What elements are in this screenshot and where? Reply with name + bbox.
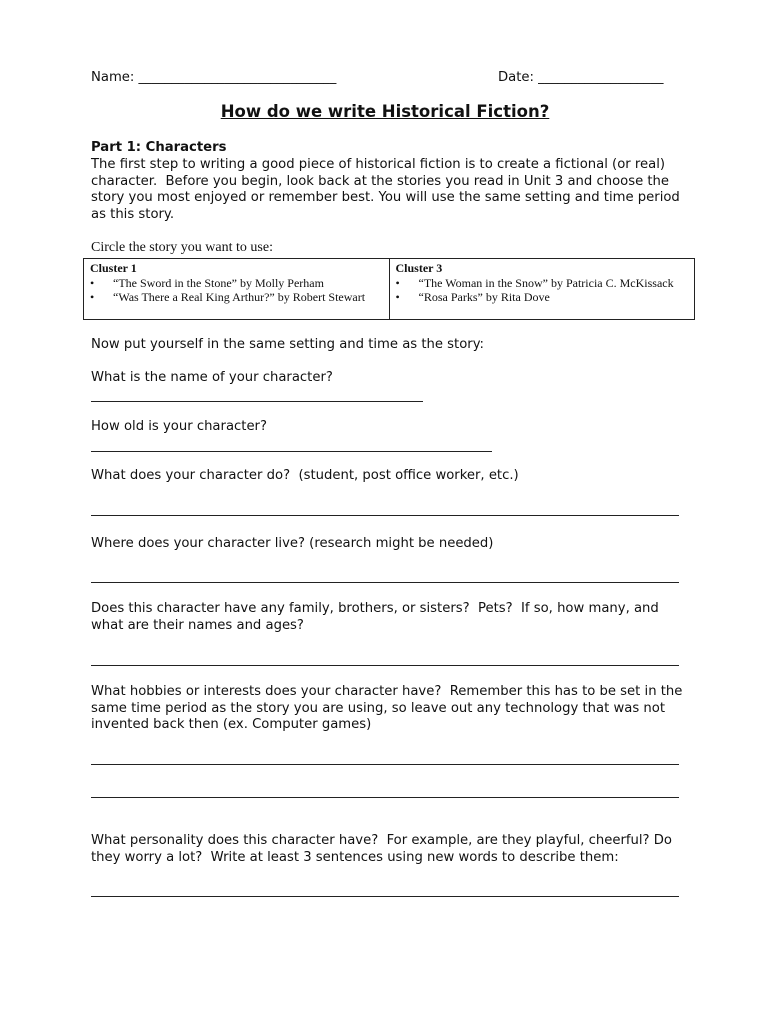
question-live: Where does your character live? (research might be needed) <box>91 536 494 551</box>
question-personality: What personality does this character have? For example, are they playful, cheerful? Do they worry a lot? Write at least 3 sentences using new words to describe them: <box>91 833 677 865</box>
bullet-icon: • <box>90 275 95 290</box>
question-job: What does your character do? (student, post office worker, etc.) <box>91 468 519 483</box>
cluster-1-title: Cluster 1 <box>90 261 137 275</box>
circle-prompt: Circle the story you want to use: <box>91 240 273 255</box>
list-item <box>396 276 689 291</box>
date-field[interactable]: Date: ___________________ <box>498 70 664 85</box>
question-hobbies: What hobbies or interests does your character have? Remember this has to be set in the same time period as the story you are using, so leave out any technology that was not invented back then (ex. Computer games) <box>91 684 687 733</box>
answer-line-name[interactable] <box>91 401 423 402</box>
story-title: “The Sword in the Stone” by Molly Perham <box>113 275 324 290</box>
question-name: What is the name of your character? <box>91 370 333 385</box>
answer-line-family[interactable] <box>91 665 679 666</box>
bullet-icon: • <box>395 290 400 304</box>
bullet-icon: • <box>395 275 400 290</box>
cluster-1-cell[interactable] <box>84 259 390 320</box>
part1-heading: Part 1: Characters <box>91 140 227 155</box>
cluster-3-title: Cluster 3 <box>395 261 443 275</box>
cluster-3-cell[interactable] <box>389 259 695 320</box>
answer-line-live[interactable] <box>91 582 679 583</box>
page-title: How do we write Historical Fiction? <box>220 102 550 121</box>
list-item <box>90 276 383 291</box>
story-title: “The Woman in the Snow” by Patricia C. McKissack <box>418 275 674 290</box>
answer-line-personality[interactable] <box>91 896 679 897</box>
answer-line-job[interactable] <box>91 515 679 516</box>
story-title: “Rosa Parks” by Rita Dove <box>418 290 550 304</box>
list-item <box>396 290 689 305</box>
bullet-icon: • <box>90 290 95 304</box>
answer-line-hobbies-1[interactable] <box>91 764 679 765</box>
setting-instruction: Now put yourself in the same setting and time as the story: <box>91 337 484 352</box>
question-family: Does this character have any family, brothers, or sisters? Pets? If so, how many, and what are their names and ages? <box>91 601 663 633</box>
answer-line-hobbies-2[interactable] <box>91 797 679 798</box>
cluster-table <box>83 258 695 320</box>
part1-intro: The first step to writing a good piece of historical fiction is to create a fictional (or real) character. Before you begin, look back at the stories you read in Unit 3 and choose the story you most enjoyed or remember best. You will use the same setting and time period as this story. <box>91 157 684 222</box>
question-age: How old is your character? <box>91 419 267 434</box>
list-item <box>90 290 383 305</box>
name-field[interactable]: Name: ______________________________ <box>91 70 337 85</box>
story-title: “Was There a Real King Arthur?” by Robert Stewart <box>113 290 366 304</box>
answer-line-age[interactable] <box>91 451 492 452</box>
